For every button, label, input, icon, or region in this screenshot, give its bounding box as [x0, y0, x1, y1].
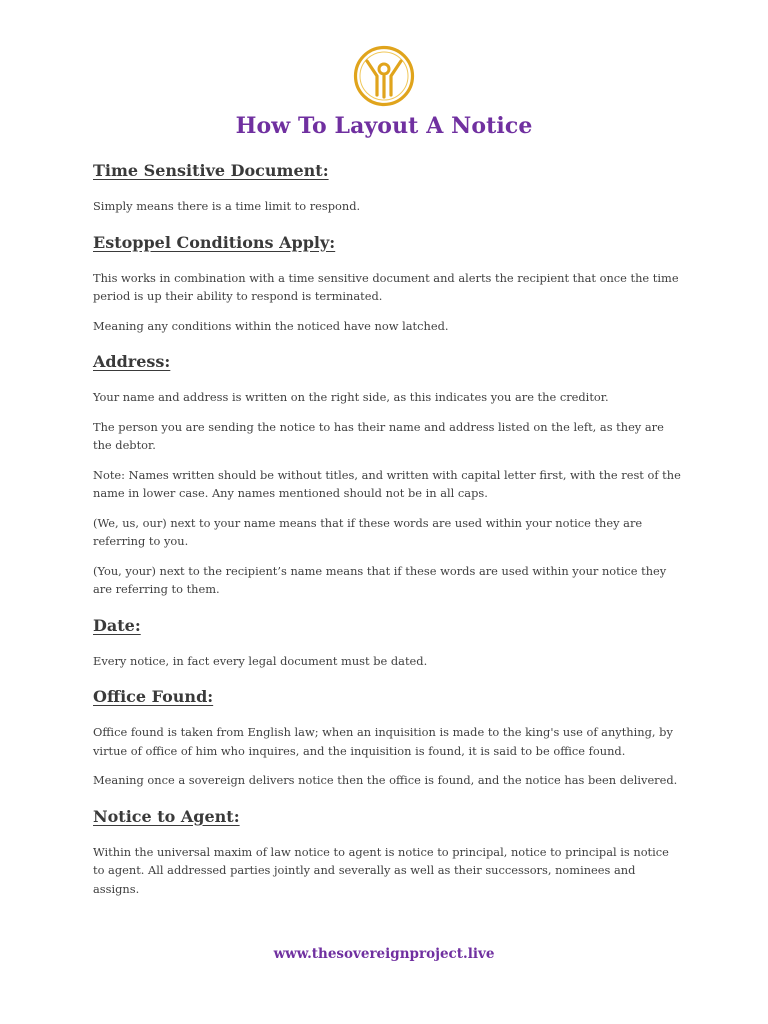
section-notice-to-agent — [93, 804, 683, 899]
sovereign-logo-icon — [353, 45, 415, 107]
paragraph: Meaning once a sovereign delivers notice then the office is found, and the notice has been delivered. — [93, 773, 678, 787]
section-date — [93, 613, 683, 671]
paragraph: Every notice, in fact every legal document must be dated. — [93, 653, 428, 668]
section-heading: Date: — [93, 615, 141, 635]
section-office-found — [93, 684, 683, 790]
paragraph: Your name and address is written on the right side, as this indicates you are the creditor. — [93, 390, 609, 404]
paragraph: Simply means there is a time limit to respond. — [93, 199, 361, 213]
section-heading: Office Found: — [93, 687, 214, 706]
paragraph: (We, us, our) next to your name means that if these words are used within your notice they are referring to you. — [93, 515, 643, 548]
paragraph: Office found is taken from English law; when an inquisition is made to the king's use of anything, by virtue of office of him who inquires, and the inquisition is found, it is said to be office found. — [93, 725, 673, 758]
section-estoppel-conditions — [93, 230, 683, 336]
section-address — [93, 349, 683, 599]
document-body — [93, 158, 683, 898]
paragraph: Note: Names written should be without titles, and written with capital letter first, with the rest of the name in lower case. Any names mentioned should not be in all caps. — [93, 467, 681, 500]
section-heading: Time Sensitive Document: — [93, 161, 329, 180]
paragraph: The person you are sending the notice to has their name and address listed on the left, as they are the debtor. — [93, 419, 664, 452]
footer-website-link[interactable]: www.thesovereignproject.live — [273, 946, 495, 962]
paragraph: Within the universal maxim of law notice to agent is notice to principal, notice to principal is notice to agent. All addressed parties jointly and severally as well as their successors, nominees and assigns. — [93, 844, 669, 896]
section-time-sensitive-document — [93, 158, 683, 216]
page-title: How To Layout A Notice — [235, 113, 533, 139]
section-heading: Address: — [93, 352, 171, 371]
paragraph: (You, your) next to the recipient’s name means that if these words are used within your notice they are referring to them. — [93, 563, 667, 596]
paragraph: This works in combination with a time sensitive document and alerts the recipient that once the time period is up their ability to respond is terminated. — [93, 270, 679, 303]
paragraph: Meaning any conditions within the noticed have now latched. — [93, 318, 449, 333]
section-heading: Estoppel Conditions Apply: — [93, 232, 336, 252]
section-heading: Notice to Agent: — [93, 806, 240, 826]
